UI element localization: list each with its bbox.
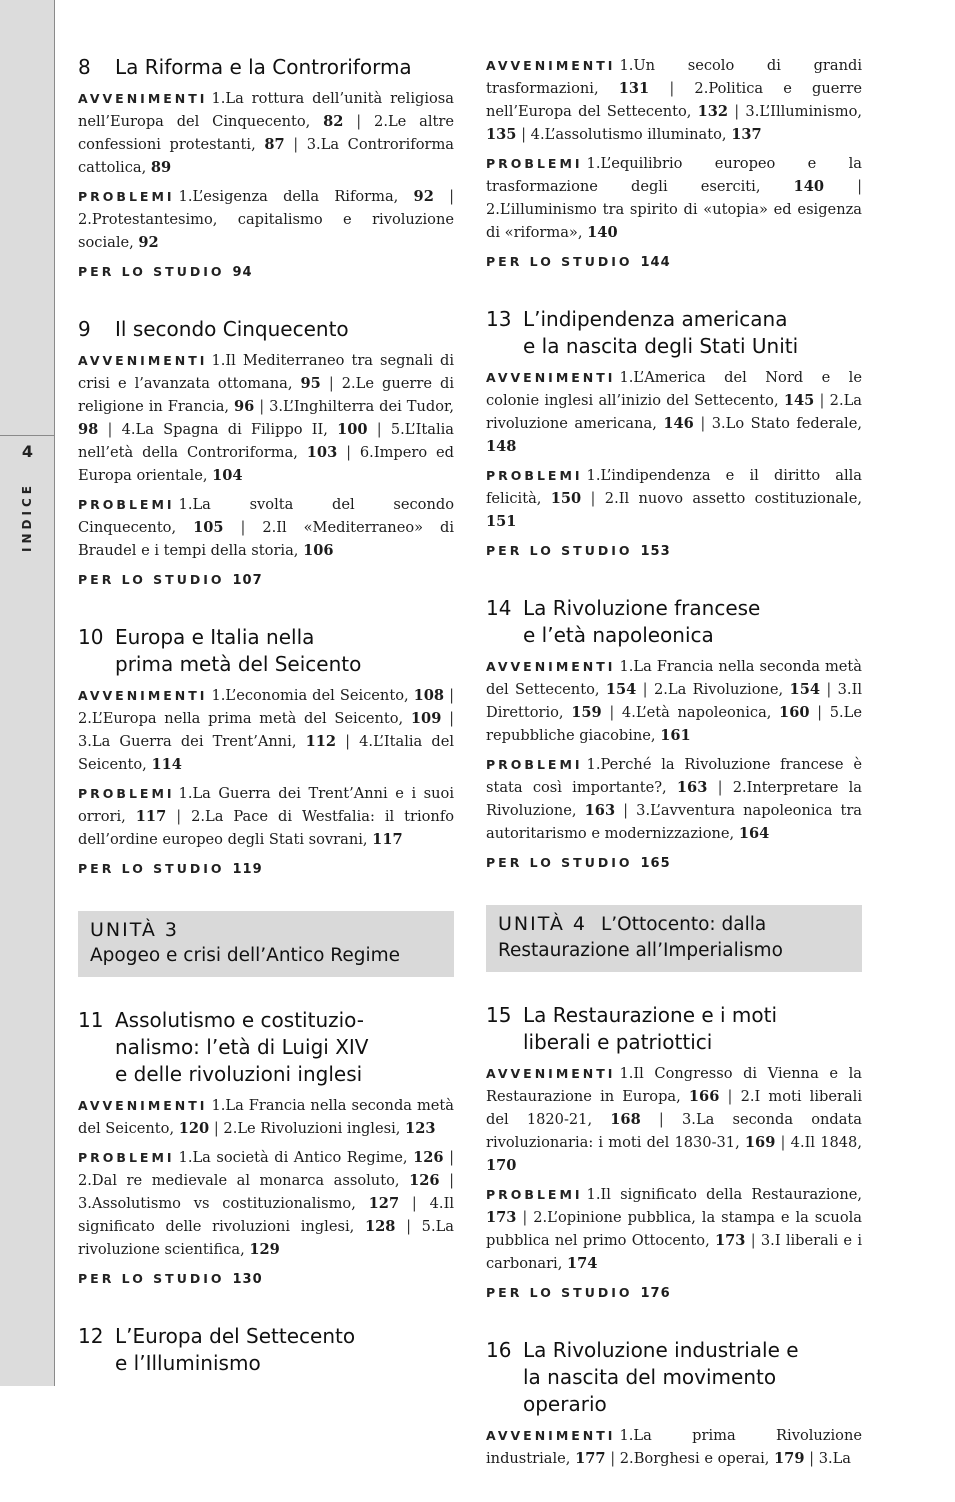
entry-text: 2.Politica e guerre nell’Europa del Settecento,	[486, 80, 862, 120]
events-paragraph	[78, 87, 454, 179]
chapter-heading[interactable]	[78, 1007, 454, 1088]
page-ref[interactable]: 129	[249, 1241, 280, 1258]
unit-label: UNITÀ 4	[498, 913, 587, 935]
study-label: PER LO STUDIO	[486, 855, 633, 870]
study-page-ref[interactable]: 144	[640, 255, 671, 270]
problems-paragraph	[486, 1183, 862, 1275]
events-label: AVVENIMENTI	[486, 1066, 616, 1081]
separator: |	[336, 733, 360, 750]
separator: |	[443, 1149, 455, 1166]
entry-text: 5.La rivoluzione scientifica,	[78, 1218, 454, 1258]
events-paragraph	[486, 54, 862, 146]
chapter-number: 13	[486, 307, 512, 331]
chapter-heading[interactable]	[78, 1323, 454, 1377]
problems-paragraph	[78, 493, 454, 562]
page-ref[interactable]: 140	[587, 224, 618, 241]
entry-text: 4.La Spagna di Filippo II,	[121, 421, 338, 438]
entry-text: 2.La Pace di Westfalia: il trionfo dell’ordine europeo degli Stati sovrani,	[78, 808, 455, 848]
separator: |	[439, 1172, 455, 1189]
page-ref[interactable]: 82	[323, 113, 344, 130]
chapter-number: 14	[486, 596, 512, 620]
chapter-entry	[486, 306, 862, 563]
events-paragraph	[78, 349, 454, 487]
sidebar-divider	[0, 435, 55, 436]
entry-text: 3.Assolutismo vs costituzionalismo,	[78, 1195, 369, 1212]
separator: |	[367, 421, 391, 438]
chapter-heading[interactable]	[486, 1002, 862, 1056]
events-label: AVVENIMENTI	[78, 91, 208, 106]
unit-title: L’Ottocento: dalla Restaurazione all’Imperialismo	[498, 914, 783, 961]
chapter-title: L’Europa del Settecento e l’Illuminismo	[115, 1324, 356, 1375]
chapter-title: La Restaurazione e i moti liberali e patriottici	[523, 1003, 778, 1054]
chapter-number: 9	[78, 317, 91, 341]
page-ref[interactable]: 105	[193, 519, 224, 536]
study-line	[78, 1267, 454, 1291]
separator: |	[254, 398, 270, 415]
page-ref[interactable]: 92	[138, 234, 159, 251]
page-ref[interactable]: 87	[264, 136, 285, 153]
chapter-entry	[78, 54, 454, 284]
chapter-title: Europa e Italia nella prima metà del Seicento	[115, 625, 362, 676]
separator: |	[693, 415, 712, 432]
problems-label: PROBLEMI	[78, 189, 175, 204]
index-sidebar	[0, 0, 55, 1386]
separator: |	[209, 1120, 224, 1137]
right-column	[486, 54, 862, 1502]
chapter-entry	[486, 595, 862, 875]
entry-text: 2.Le guerre di religione in Francia,	[78, 375, 454, 415]
chapter-entry	[78, 624, 454, 881]
entry-text: 1.L’economia del Seicento,	[211, 687, 414, 704]
unit-heading	[498, 912, 850, 964]
separator: |	[166, 808, 192, 825]
page-ref[interactable]: 150	[550, 490, 582, 507]
separator: |	[516, 126, 531, 143]
events-label: AVVENIMENTI	[486, 1428, 616, 1443]
page-ref[interactable]: 161	[660, 727, 691, 744]
problems-label: PROBLEMI	[486, 1187, 583, 1202]
chapter-title: La Rivoluzione industriale e la nascita del movimento operario	[523, 1338, 799, 1416]
chapter-entry	[486, 1002, 862, 1305]
page-ref[interactable]: 173	[486, 1209, 517, 1226]
page-ref[interactable]: 163	[676, 779, 708, 796]
entry-text: 1.Il Mediterraneo tra segnali di crisi e l’avanzata ottomana,	[78, 352, 454, 392]
entry-text: 2.Interpretare la Rivoluzione,	[486, 779, 862, 819]
chapter-title: Assolutismo e costituzio- nalismo: l’età di Luigi XIV e delle rivoluzioni inglesi	[115, 1008, 369, 1086]
separator: |	[581, 490, 605, 507]
separator: |	[814, 392, 830, 409]
study-line	[486, 851, 862, 875]
entry-text: 2.La Rivoluzione,	[653, 681, 790, 698]
page-ref[interactable]: 100	[337, 421, 368, 438]
separator: |	[399, 1195, 430, 1212]
entry-text: 2.L’Europa nella prima metà del Seicento,	[78, 710, 411, 727]
chapter-entry	[78, 1007, 454, 1291]
page-ref[interactable]: 166	[688, 1088, 720, 1105]
section-label: INDICE	[20, 482, 34, 552]
page-ref[interactable]: 104	[212, 467, 243, 484]
study-page-ref[interactable]: 153	[640, 544, 671, 559]
entry-text: 5.L’Italia nell’età della Controriforma,	[78, 421, 454, 461]
entry-text: 4.Il significato delle rivoluzioni inglesi,	[78, 1195, 454, 1235]
separator: |	[745, 1232, 761, 1249]
page-number: 4	[21, 442, 34, 461]
page-ref[interactable]: 98	[78, 421, 99, 438]
entry-text: 4.L’Italia del Seicento,	[78, 733, 454, 773]
page-ref[interactable]: 120	[178, 1120, 210, 1137]
page-ref[interactable]: 173	[714, 1232, 746, 1249]
page-ref[interactable]: 132	[697, 103, 729, 120]
separator: |	[605, 1450, 620, 1467]
study-line	[486, 250, 862, 274]
entry-text: 2.Il nuovo assetto costituzionale,	[604, 490, 862, 507]
entry-text: 3.L’Illuminismo,	[745, 103, 862, 120]
events-paragraph	[486, 366, 862, 458]
page-ref[interactable]: 92	[413, 188, 434, 205]
entry-text: 3.L’avventura napoleonica tra autoritarismo e modernizzazione,	[486, 802, 862, 842]
entry-text: 1.La prima Rivoluzione industriale,	[486, 1427, 862, 1467]
study-line	[78, 260, 454, 284]
separator: |	[320, 375, 342, 392]
entry-text: 2.Dal re medievale al monarca assoluto,	[78, 1172, 410, 1189]
study-line	[486, 539, 862, 563]
events-label: AVVENIMENTI	[486, 58, 616, 73]
entry-text: 1.L’equilibrio europeo e la trasformazione degli eserciti,	[486, 155, 862, 195]
separator: |	[728, 103, 746, 120]
chapter-heading[interactable]	[486, 595, 862, 649]
entry-text: 1.La svolta del secondo Cinquecento,	[78, 496, 454, 536]
page-ref[interactable]: 89	[150, 159, 172, 176]
page-ref[interactable]: 109	[410, 710, 442, 727]
entry-text: 2.L’illuminismo tra spirito di «utopia» ed esigenza di «riforma»,	[486, 201, 862, 241]
entry-text: 4.L’assolutismo illuminato,	[530, 126, 732, 143]
study-page-ref[interactable]: 107	[232, 573, 263, 588]
entry-text: 3.La Guerra dei Trent’Anni,	[78, 733, 306, 750]
study-label: PER LO STUDIO	[486, 543, 633, 558]
page-ref[interactable]: 154	[605, 681, 637, 698]
entry-text: 5.Le repubbliche giacobine,	[486, 704, 862, 744]
page-ref[interactable]: 163	[584, 802, 616, 819]
separator: |	[98, 421, 122, 438]
separator: |	[640, 1111, 683, 1128]
chapter-number: 12	[78, 1324, 104, 1348]
page-ref[interactable]: 148	[486, 438, 517, 455]
separator: |	[719, 1088, 741, 1105]
entry-text: 2.L’opinione pubblica, la stampa e la scuola pubblica nel primo Ottocento,	[486, 1209, 862, 1249]
page-ref[interactable]: 151	[486, 513, 517, 530]
page-ref[interactable]: 126	[409, 1172, 440, 1189]
problems-paragraph	[486, 152, 862, 244]
chapter-entry	[78, 316, 454, 592]
chapter-title: La Riforma e la Controriforma	[115, 55, 412, 79]
study-page-ref[interactable]: 165	[640, 856, 671, 871]
problems-label: PROBLEMI	[78, 1150, 175, 1165]
page-ref[interactable]: 131	[618, 80, 650, 97]
separator: |	[441, 710, 454, 727]
chapter-number: 10	[78, 625, 104, 649]
entry-text: 2.Borghesi e operai,	[619, 1450, 775, 1467]
study-page-ref[interactable]: 119	[232, 862, 263, 877]
separator: |	[824, 178, 863, 195]
page-ref[interactable]: 160	[779, 704, 810, 721]
entry-text: 3.L’Inghilterra dei Tudor,	[269, 398, 454, 415]
events-label: AVVENIMENTI	[78, 1098, 208, 1113]
page-ref[interactable]: 96	[234, 398, 255, 415]
entry-text: 4.L’età napoleonica,	[621, 704, 780, 721]
entry-text: 2.I moti liberali del 1820-21,	[486, 1088, 862, 1128]
study-label: PER LO STUDIO	[78, 572, 225, 587]
problems-label: PROBLEMI	[486, 757, 583, 772]
events-paragraph	[486, 655, 862, 747]
entry-text: 3.La	[818, 1450, 852, 1467]
chapter-heading[interactable]	[486, 1337, 862, 1418]
entry-text: 3.La Controriforma cattolica,	[78, 136, 455, 176]
entry-text: 1.La rottura dell’unità religiosa nell’Europa del Cinquecento,	[78, 90, 454, 130]
chapter-entry	[486, 1337, 862, 1470]
events-paragraph	[486, 1062, 862, 1177]
events-label: AVVENIMENTI	[78, 688, 208, 703]
events-paragraph	[78, 684, 454, 776]
page-ref[interactable]: 168	[610, 1111, 641, 1128]
entry-text: 1.La Francia nella seconda metà del Seicento,	[78, 1097, 454, 1137]
events-label: AVVENIMENTI	[486, 370, 616, 385]
study-page-ref[interactable]: 130	[232, 1272, 263, 1287]
study-label: PER LO STUDIO	[486, 254, 633, 269]
study-line	[486, 1281, 862, 1305]
separator: |	[223, 519, 263, 536]
entry-text: 1.La Francia nella seconda metà del Settecento,	[486, 658, 862, 698]
problems-label: PROBLEMI	[78, 497, 175, 512]
unit-label: UNITÀ 3	[90, 919, 179, 941]
study-label: PER LO STUDIO	[78, 861, 225, 876]
unit-header	[486, 905, 862, 972]
problems-paragraph	[486, 753, 862, 845]
entry-text: 2.Il «Mediterraneo» di Braudel e i tempi della storia,	[78, 519, 454, 559]
page-ref[interactable]: 164	[738, 825, 770, 842]
separator: |	[395, 1218, 422, 1235]
page-ref[interactable]: 137	[731, 126, 762, 143]
problems-paragraph	[78, 782, 454, 851]
study-line	[78, 568, 454, 592]
chapter-title: Il secondo Cinquecento	[115, 317, 349, 341]
page-ref[interactable]: 140	[793, 178, 825, 195]
page-ref[interactable]: 170	[486, 1157, 517, 1174]
events-paragraph	[78, 1094, 454, 1140]
entry-text: 3.I liberali e i carbonari,	[486, 1232, 862, 1272]
separator: |	[516, 1209, 534, 1226]
entry-text: 3.Lo Stato federale,	[711, 415, 862, 432]
separator: |	[707, 779, 733, 796]
page-ref[interactable]: 128	[364, 1218, 396, 1235]
problems-label: PROBLEMI	[486, 156, 583, 171]
entry-text: 1.L’America del Nord e le colonie inglesi all’inizio del Settecento,	[486, 369, 862, 409]
chapter-entry	[78, 1323, 454, 1377]
separator: |	[284, 136, 307, 153]
page-ref[interactable]: 126	[413, 1149, 444, 1166]
entry-text: 4.Il 1848,	[790, 1134, 862, 1151]
chapter-number: 8	[78, 55, 91, 79]
page-ref[interactable]: 106	[303, 542, 334, 559]
problems-paragraph	[78, 1146, 454, 1261]
page-ref[interactable]: 103	[306, 444, 338, 461]
separator: |	[337, 444, 360, 461]
entry-text: 3.Il Direttorio,	[486, 681, 862, 721]
page-ref[interactable]: 145	[783, 392, 815, 409]
entry-text: 2.Le Rivoluzioni inglesi,	[223, 1120, 406, 1137]
chapter-heading[interactable]	[78, 54, 454, 81]
entry-text: 1.Perché la Rivoluzione francese è stata così importante?,	[486, 756, 862, 796]
study-label: PER LO STUDIO	[78, 1271, 225, 1286]
problems-paragraph	[78, 185, 454, 254]
page-ref[interactable]: 108	[413, 687, 445, 704]
chapter-number: 15	[486, 1003, 512, 1027]
separator: |	[343, 113, 375, 130]
page-ref[interactable]: 112	[305, 733, 337, 750]
entry-text: 6.Impero ed Europa orientale,	[78, 444, 454, 484]
separator: |	[820, 681, 838, 698]
problems-label: PROBLEMI	[486, 468, 583, 483]
separator: |	[649, 80, 695, 97]
page-ref[interactable]: 179	[774, 1450, 805, 1467]
separator: |	[804, 1450, 819, 1467]
page-ref[interactable]: 95	[300, 375, 321, 392]
separator: |	[775, 1134, 791, 1151]
page-ref[interactable]: 169	[744, 1134, 776, 1151]
page-ref[interactable]: 114	[151, 756, 182, 773]
entry-text: 2.La rivoluzione americana,	[486, 392, 862, 432]
separator: |	[809, 704, 830, 721]
separator: |	[636, 681, 654, 698]
page-ref[interactable]: 154	[789, 681, 821, 698]
separator: |	[615, 802, 637, 819]
entry-text: 1.La società di Antico Regime,	[178, 1149, 414, 1166]
study-page-ref[interactable]: 176	[640, 1286, 671, 1301]
events-label: AVVENIMENTI	[78, 353, 208, 368]
chapter-heading[interactable]	[78, 316, 454, 343]
separator: |	[444, 687, 455, 704]
separator: |	[601, 704, 622, 721]
chapter-continuation	[486, 54, 862, 274]
problems-label: PROBLEMI	[78, 786, 175, 801]
page-ref[interactable]: 146	[663, 415, 694, 432]
entry-text: 1.Il significato della Restaurazione,	[586, 1186, 862, 1203]
entry-text: 3.La seconda ondata rivoluzionaria: i moti del 1830-31,	[486, 1111, 862, 1151]
entry-text: 1.La Guerra dei Trent’Anni e i suoi orrori,	[78, 785, 454, 825]
study-label: PER LO STUDIO	[78, 264, 225, 279]
problems-paragraph	[486, 464, 862, 533]
events-label: AVVENIMENTI	[486, 659, 616, 674]
entry-text: 1.Un secolo di grandi trasformazioni,	[486, 57, 862, 97]
page-ref[interactable]: 135	[486, 126, 517, 143]
unit-title: Apogeo e crisi dell’Antico Regime	[90, 945, 401, 966]
page-ref[interactable]: 159	[571, 704, 602, 721]
page-ref[interactable]: 174	[567, 1255, 598, 1272]
entry-text: 2.Protestantesimo, capitalismo e rivoluzione sociale,	[78, 211, 454, 251]
page-ref[interactable]: 117	[135, 808, 167, 825]
entry-text: 2.Le altre confessioni protestanti,	[78, 113, 454, 153]
page-ref[interactable]: 177	[575, 1450, 606, 1467]
unit-header	[78, 911, 454, 977]
entry-text: 1.Il Congresso di Vienna e la Restaurazione in Europa,	[486, 1065, 862, 1105]
page-ref[interactable]: 127	[368, 1195, 400, 1212]
separator: |	[433, 188, 454, 205]
chapter-heading[interactable]	[78, 624, 454, 678]
study-label: PER LO STUDIO	[486, 1285, 633, 1300]
chapter-title: L’indipendenza americana e la nascita degli Stati Uniti	[523, 307, 799, 358]
page-ref[interactable]: 117	[372, 831, 403, 848]
entry-text: 1.L’esigenza della Riforma,	[178, 188, 414, 205]
page-ref[interactable]: 123	[405, 1120, 436, 1137]
chapter-heading[interactable]	[486, 306, 862, 360]
left-column	[78, 54, 454, 1409]
chapter-title: La Rivoluzione francese e l’età napoleonica	[523, 596, 761, 647]
study-page-ref[interactable]: 94	[232, 265, 253, 280]
study-line	[78, 857, 454, 881]
chapter-number: 16	[486, 1338, 512, 1362]
chapter-number: 11	[78, 1008, 104, 1032]
entry-text: 1.L’indipendenza e il diritto alla felicità,	[486, 467, 862, 507]
events-paragraph	[486, 1424, 862, 1470]
